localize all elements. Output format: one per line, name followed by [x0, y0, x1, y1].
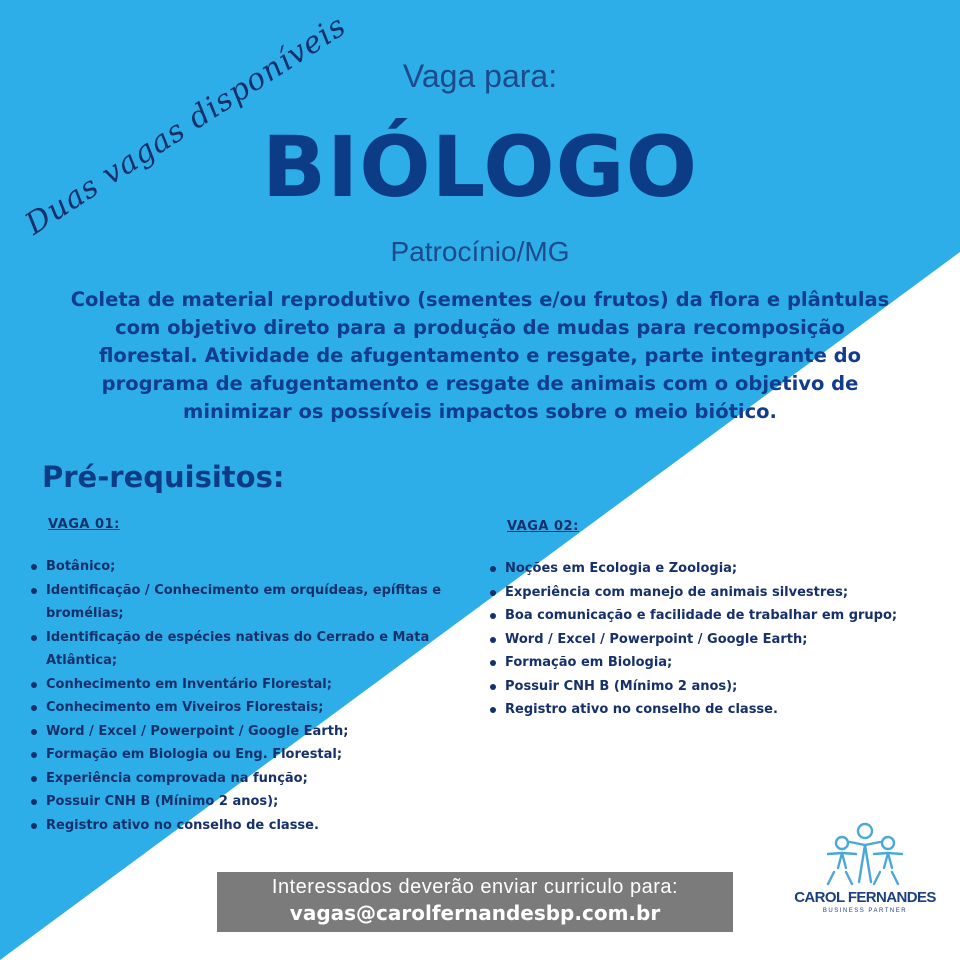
job-title: BIÓLOGO — [262, 118, 698, 216]
poster-subtitle: Vaga para: — [402, 58, 558, 94]
people-group-icon — [824, 822, 906, 886]
vaga-02-requirements-list — [490, 557, 950, 722]
list-item: Boa comunicação e facilidade de trabalhar em grupo; — [490, 604, 950, 628]
job-description: Coleta de material reprodutivo (sementes e/ou frutos) da flora e plântulas com objetivo direto para a produção de mudas para recomposição florestal. Atividade de afugentamento e resgate, parte integrante do programa de afugentamento e resgate de animais com o objetivo de minimizar os possíveis impactos sobre o meio biótico. — [70, 288, 890, 423]
list-item: Identificação / Conhecimento em orquídeas, epífitas e bromélias; — [31, 579, 481, 626]
logo-name: CAROL FERNANDES — [794, 889, 936, 906]
list-item: Conhecimento em Inventário Florestal; — [31, 673, 481, 697]
list-item: Identificação de espécies nativas do Cerrado e Mata Atlântica; — [31, 626, 481, 673]
available-positions-note: Duas vagas disponíveis — [19, 8, 353, 243]
vaga-01-heading: VAGA 01: — [48, 517, 120, 532]
list-item: Formação em Biologia; — [490, 651, 950, 675]
list-item: Word / Excel / Powerpoint / Google Earth; — [31, 720, 481, 744]
list-item: Registro ativo no conselho de classe. — [31, 814, 481, 838]
list-item: Word / Excel / Powerpoint / Google Earth; — [490, 628, 950, 652]
list-item: Possuir CNH B (Mínimo 2 anos); — [31, 790, 481, 814]
contact-banner — [217, 872, 733, 932]
requirements-title: Pré-requisitos: — [42, 460, 285, 494]
vaga-02-heading: VAGA 02: — [507, 519, 579, 534]
list-item: Possuir CNH B (Mínimo 2 anos); — [490, 675, 950, 699]
logo-tagline: BUSINESS PARTNER — [822, 908, 908, 914]
list-item: Experiência comprovada na função; — [31, 767, 481, 791]
list-item: Botânico; — [31, 555, 481, 579]
job-location: Patrocínio/MG — [390, 236, 570, 267]
list-item: Formação em Biologia ou Eng. Florestal; — [31, 743, 481, 767]
contact-email[interactable]: vagas@carolfernandesbp.com.br — [289, 901, 661, 925]
contact-instruction: Interessados deverão enviar curriculo para: — [271, 876, 679, 898]
list-item: Experiência com manejo de animais silvestres; — [490, 581, 950, 605]
list-item: Registro ativo no conselho de classe. — [490, 698, 950, 722]
list-item: Conhecimento em Viveiros Florestais; — [31, 696, 481, 720]
list-item: Noções em Ecologia e Zoologia; — [490, 557, 950, 581]
company-logo — [790, 822, 940, 922]
vaga-01-requirements-list — [31, 555, 481, 837]
